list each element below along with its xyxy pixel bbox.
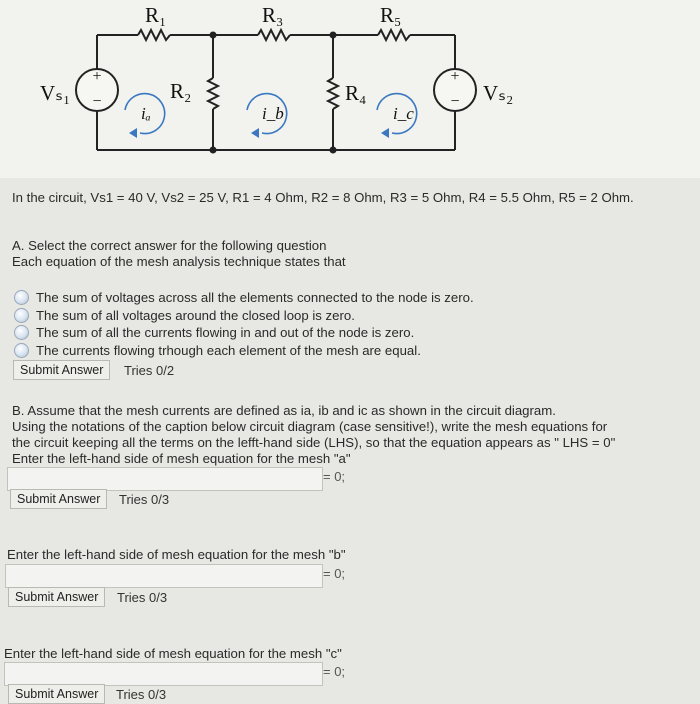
circuit-diagram: [0, 0, 700, 178]
option-3[interactable]: [14, 324, 654, 342]
r4-label: R₄: [345, 81, 367, 105]
submit-answer-mesh-c-button[interactable]: Submit Answer: [8, 684, 105, 704]
ib-label: i_b: [262, 104, 284, 123]
r5-label: R₅: [380, 3, 402, 27]
option-label: The currents flowing trhough each element of the mesh are equal.: [36, 342, 421, 358]
option-4[interactable]: [14, 342, 654, 360]
mesh-c-equals: = 0;: [323, 664, 346, 679]
tries-mesh-c-counter: Tries 0/3: [116, 687, 167, 702]
vs1-label: Vₛ₁: [40, 81, 71, 105]
option-2[interactable]: [14, 307, 654, 325]
tries-mesh-a-counter: Tries 0/3: [119, 492, 170, 507]
mesh-b-prompt: Enter the left-hand side of mesh equation for the mesh "b": [7, 547, 346, 562]
question-b-text: [12, 403, 688, 467]
question-a-options: [14, 289, 654, 359]
question-b-line3: the circuit keeping all the terms on the lefft-hand side (LHS), so that the equation appears as " LHS = 0": [12, 435, 616, 450]
submit-answer-mesh-a-button[interactable]: Submit Answer: [10, 489, 107, 509]
radio-icon[interactable]: [14, 290, 29, 305]
submit-answer-mesh-b-button[interactable]: Submit Answer: [8, 587, 105, 607]
r2-label: R₂: [170, 79, 192, 103]
vs2-label: Vₛ₂: [483, 81, 514, 105]
ic-label: i_c: [393, 104, 414, 123]
question-b-line1: B. Assume that the mesh currents are defined as ia, ib and ic as shown in the circuit diagram.: [12, 403, 556, 418]
option-label: The sum of all the currents flowing in and out of the node is zero.: [36, 325, 415, 341]
vs1-plus: +: [92, 68, 102, 85]
vs1-minus: −: [92, 93, 102, 110]
mesh-c-prompt: Enter the left-hand side of mesh equation for the mesh "c": [4, 646, 342, 661]
question-a-title: A. Select the correct answer for the following question: [12, 238, 327, 253]
mesh-a-input[interactable]: [7, 467, 323, 491]
mesh-a-prompt: Enter the left-hand side of mesh equation for the mesh "a": [12, 451, 351, 466]
mesh-c-input[interactable]: [4, 662, 323, 686]
tries-mesh-b-counter: Tries 0/3: [117, 590, 168, 605]
radio-icon[interactable]: [14, 325, 29, 340]
vs2-minus: −: [450, 93, 460, 110]
r1-label: R₁: [145, 3, 167, 27]
tries-a-counter: Tries 0/2: [124, 363, 175, 378]
circuit-svg: [0, 0, 700, 178]
radio-icon[interactable]: [14, 308, 29, 323]
question-a-subtitle: Each equation of the mesh analysis technique states that: [12, 254, 346, 269]
mesh-b-equals: = 0;: [323, 566, 346, 581]
option-label: The sum of voltages across all the elements connected to the node is zero.: [36, 290, 474, 306]
option-label: The sum of all voltages around the closed loop is zero.: [36, 307, 355, 323]
radio-icon[interactable]: [14, 343, 29, 358]
submit-answer-a-button[interactable]: Submit Answer: [13, 360, 110, 380]
question-a-heading: [12, 238, 688, 270]
r3-label: R₃: [262, 3, 284, 27]
mesh-b-input[interactable]: [5, 564, 323, 588]
mesh-a-equals: = 0;: [323, 469, 346, 484]
ia-label: iₐ: [141, 104, 151, 123]
vs2-plus: +: [450, 68, 460, 85]
question-b-line2: Using the notations of the caption below circuit diagram (case sensitive!), write the mesh equations for: [12, 419, 608, 434]
problem-statement: In the circuit, Vs1 = 40 V, Vs2 = 25 V, R1 = 4 Ohm, R2 = 8 Ohm, R3 = 5 Ohm, R4 = 5.5 Ohm, R5 = 2 Ohm.: [12, 190, 634, 205]
option-1[interactable]: [14, 289, 654, 307]
